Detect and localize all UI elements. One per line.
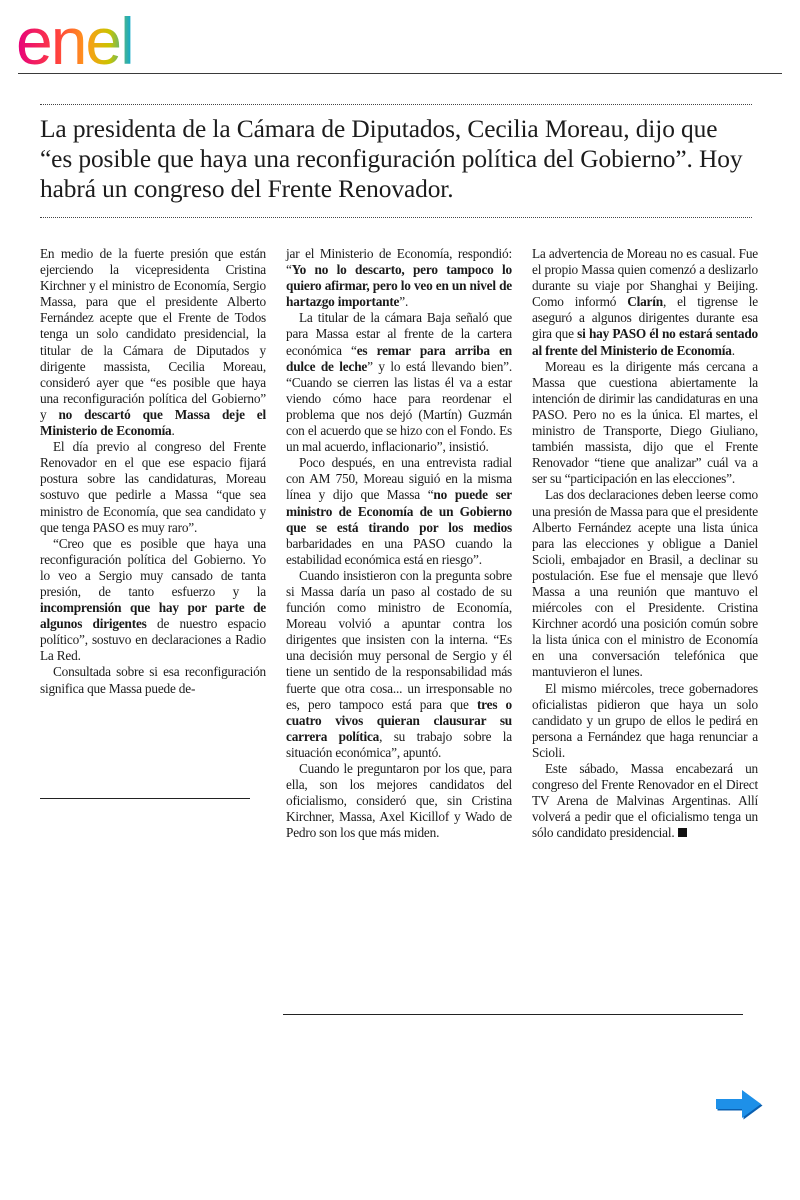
end-mark-icon	[678, 828, 687, 837]
paragraph: El día previo al congreso del Frente Renovador en el que ese espacio fijará postura sobre las candidaturas, Moreau sostuvo que pedirle a Massa “que sea ministro de Economía, que sea candidato y que tenga PASO es muy raro”.	[40, 439, 266, 535]
paragraph: “Creo que es posible que haya una reconfiguración política del Gobierno. Yo lo veo a Sergio muy cansado de tanta presión, de tanto esfuerzo y la incomprensión que hay por parte de algunos dirigentes de nuestro espacio político”, sostuvo en declaraciones a Radio La Red.	[40, 535, 266, 664]
headline: La presidenta de la Cámara de Diputados, Cecilia Moreau, dijo que “es posible que haya una reconfiguración política del Gobierno”. Hoy habrá un congreso del Frente Renovador.	[40, 115, 743, 203]
paragraph: En medio de la fuerte presión que están ejerciendo la vicepresidenta Cristina Kirchner y el ministro de Economía, Sergio Massa, para que el presidente Alberto Fernández acepte que el Frente de Todos tenga un solo candidato presidencial, la titular de la Cámara de Diputados y dirigente massista, Cecilia Moreau, consideró ayer que “es posible que haya una reconfiguración política del Gobierno” y no descartó que Massa deje el Ministerio de Economía.	[40, 246, 266, 439]
paragraph: Poco después, en una entrevista radial con AM 750, Moreau siguió en la misma línea y dijo que Massa “no puede ser ministro de Economía de un Gobierno que se está tirando por los medios barbaridades en una PASO cuando la estabilidad económica está en riesgo”.	[286, 455, 512, 567]
arrow-shape	[716, 1090, 761, 1118]
paragraph: Moreau es la dirigente más cercana a Massa que cuestiona abiertamente la intención de dirimir las candidaturas en una PASO. Pero no es la única. El martes, el ministro de Transporte, Diego Giuliano, también massista, dijo que el Frente Renovador “tiene que analizar” cuál va a ser su “participación en las elecciones”.	[532, 358, 758, 487]
columns-end-rule	[283, 1014, 743, 1015]
article-column-1	[40, 246, 266, 697]
enel-logo	[14, 2, 184, 72]
paragraph: Consultada sobre si esa reconfiguración significa que Massa puede de-	[40, 664, 266, 696]
headline-bottom-rule	[40, 217, 752, 218]
header-rule	[18, 73, 782, 74]
page-header	[0, 0, 800, 80]
arrow-right-icon[interactable]	[712, 1085, 764, 1123]
column-1-end-rule	[40, 798, 250, 799]
article-column-3	[532, 246, 758, 841]
paragraph: jar el Ministerio de Economía, respondió: “Yo no lo descarto, pero tampoco lo quiero afirmar, pero lo veo en un nivel de hartazgo importante”.	[286, 246, 512, 310]
paragraph: La advertencia de Moreau no es casual. Fue el propio Massa quien comenzó a deslizarlo durante su viaje por Shanghai y Beijing. Como informó Clarín, el tigrense le aseguró a algunos dirigentes durante esa gira que si hay PASO él no estará sentado al frente del Ministerio de Economía.	[532, 246, 758, 358]
paragraph: Las dos declaraciones deben leerse como una presión de Massa para que el presidente Alberto Fernández acepte una lista única para las elecciones y obligue a Daniel Scioli, embajador en Brasil, a declinar su postulación. Ese fue el mensaje que llevó Massa a una reunión que mantuvo el miércoles con el Presidente. Cristina Kirchner acordó una posición común sobre la lista única con el ministro de Economía en una conversación telefónica que mantuvieron el lunes.	[532, 487, 758, 680]
paragraph: Cuando le preguntaron por los que, para ella, son los mejores candidatos del oficialismo, consideró que, sin Cristina Kirchner, Massa, Axel Kicillof y Wado de Pedro son los que más miden.	[286, 761, 512, 841]
article-column-2	[286, 246, 512, 841]
paragraph: Cuando insistieron con la pregunta sobre si Massa daría un paso al costado de su función como ministro de Economía, Moreau volvió a apuntar contra los dirigentes que insisten con la interna. “Es una decisión muy personal de Sergio y él tiene un sentido de la responsabilidad más fuerte que otra cosa... un irresponsable no es, pero tampoco está para que tres o cuatro vivos quieran clausurar su carrera política, su trabajo sobre la situación económica”, apuntó.	[286, 567, 512, 760]
paragraph: Este sábado, Massa encabezará un congreso del Frente Renovador en el Direct TV Arena de Malvinas Argentinas. Allí volverá a pedir que el oficialismo tenga un sólo candidato presidencial.	[532, 761, 758, 841]
paragraph: El mismo miércoles, trece gobernadores oficialistas pidieron que haya un solo candidato y un grupo de ellos le pedirá en persona a Fernández que haga renunciar a Scioli.	[532, 680, 758, 760]
logo-text: enel	[16, 4, 133, 72]
paragraph: La titular de la cámara Baja señaló que para Massa estar al frente de la cartera económica “es remar para arriba en dulce de leche” y lo está llevando bien”. “Cuando se cierren las listas él va a estar viendo cómo hace para reordenar el problema que nos dejó (Martín) Guzmán con el acuerdo que se hizo con el Fondo. Es un mal acuerdo, inflacionario”, insistió.	[286, 310, 512, 455]
headline-top-rule	[40, 104, 752, 105]
